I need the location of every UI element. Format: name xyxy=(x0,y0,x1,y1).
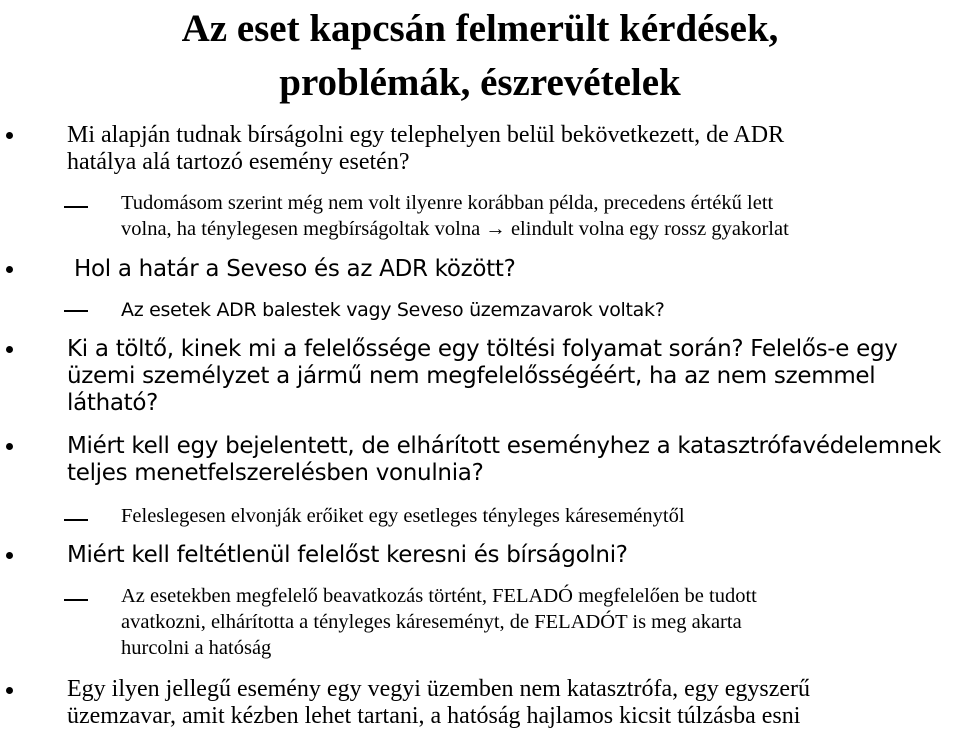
sub-item-3 xyxy=(121,503,685,529)
bullet-item-1-line-2: hatálya alá tartozó esemény esetén? xyxy=(67,149,410,175)
sub-item-3-line-1: Feleslegesen elvonják erőiket egy esetleges tényleges káreseménytől xyxy=(121,505,685,527)
bullet-item-4-line-2: teljes menetfelszerelésben vonulnia? xyxy=(67,460,484,486)
bullet-item-2 xyxy=(74,256,516,283)
sub-item-2-line-1: Az esetek ADR balestek vagy Seveso üzemzavarok voltak? xyxy=(121,299,665,321)
dash-icon xyxy=(64,519,88,521)
sub-item-1 xyxy=(121,190,789,242)
bullet-item-2-line-1: Hol a határ a Seveso és az ADR között? xyxy=(74,256,516,282)
sub-item-4-line-3: hurcolni a hatóság xyxy=(121,637,272,659)
sub-item-4 xyxy=(121,583,757,661)
bullet-icon xyxy=(6,443,13,450)
sub-item-4-line-1: Az esetekben megfelelő beavatkozás történt, FELADÓ megfelelően be tudott xyxy=(121,585,757,607)
bullet-item-1 xyxy=(67,122,784,176)
slide-title-line-1: Az eset kapcsán felmerült kérdések, xyxy=(181,7,779,50)
bullet-item-6-line-1: Egy ilyen jellegű esemény egy vegyi üzemben nem katasztrófa, egy egyszerű xyxy=(67,676,811,702)
bullet-item-6-line-2: üzemzavar, amit kézben lehet tartani, a hatóság hajlamos kicsit túlzásba esni xyxy=(67,703,801,729)
bullet-item-6 xyxy=(67,676,810,730)
bullet-icon xyxy=(6,132,13,139)
slide-title-line-2: problémák, észrevételek xyxy=(279,61,681,104)
dash-icon xyxy=(64,206,88,208)
sub-item-4-line-2: avatkozni, elhárította a tényleges káreseményt, de FELADÓT is meg akarta xyxy=(121,611,742,633)
dash-icon xyxy=(64,310,88,312)
bullet-item-3-line-2: üzemi személyzet a jármű nem megfelelősségéért, ha az nem szemmel xyxy=(67,363,876,389)
bullet-item-3-line-1: Ki a töltő, kinek mi a felelőssége egy töltési folyamat során? Felelős-e egy xyxy=(67,336,898,362)
sub-item-1-line-1: Tudomásom szerint még nem volt ilyenre korábban példa, precedens értékű lett xyxy=(121,192,774,214)
dash-icon xyxy=(64,599,88,601)
bullet-item-5-line-1: Miért kell feltétlenül felelőst keresni és bírságolni? xyxy=(67,542,628,568)
bullet-icon xyxy=(6,687,13,694)
slide-title xyxy=(0,2,960,110)
sub-item-1-line-2: volna, ha ténylegesen megbírságoltak volna → elindult volna egy rossz gyakorlat xyxy=(121,218,789,240)
bullet-icon xyxy=(6,552,13,559)
bullet-item-3-line-3: látható? xyxy=(67,390,159,416)
bullet-item-4-line-1: Miért kell egy bejelentett, de elhárított eseményhez a katasztrófavédelemnek xyxy=(67,433,942,459)
bullet-item-4 xyxy=(67,433,941,487)
bullet-item-1-line-1: Mi alapján tudnak bírságolni egy telephelyen belül bekövetkezett, de ADR xyxy=(67,122,785,148)
bullet-icon xyxy=(6,346,13,353)
sub-item-2 xyxy=(121,297,664,323)
bullet-icon xyxy=(6,266,13,273)
bullet-item-5 xyxy=(67,542,628,569)
bullet-item-3 xyxy=(67,336,898,417)
